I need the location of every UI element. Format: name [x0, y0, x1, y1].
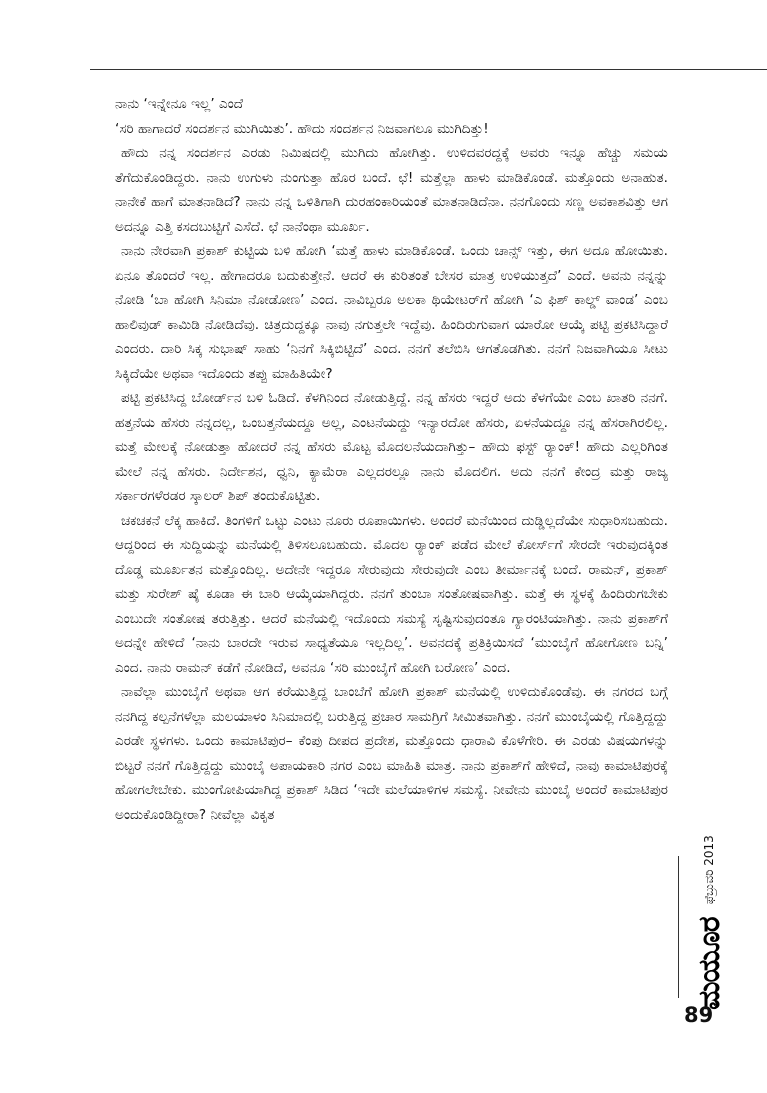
paragraph: ಹೌದು ನನ್ನ ಸಂದರ್ಶನ ಎರಡು ನಿಮಿಷದಲ್ಲಿ ಮುಗಿದು ಹೋಗಿತ್ತು. ಉಳಿದವರದ್ದಕ್ಕೆ ಅವರು ಇನ್ನೂ ಹೆಚ್ಚು ಸಮಯ ತೆಗೆದುಕೊಂಡಿದ್ದರು. ನಾನು ಉಗುಳು ನುಂಗುತ್ತಾ ಹೊರ ಬಂದೆ. ಛೆ! ಮತ್ತೆಲ್ಲಾ ಹಾಳು ಮಾಡಿಕೊಂಡೆ. ಮತ್ತೊಂದು ಅನಾಹುತ. ನಾನೇಕೆ ಹಾಗೆ ಮಾತನಾಡಿದೆ? ನಾನು ನನ್ನ ಒಳಿತಿಗಾಗಿ ದುರಹಂಕಾರಿಯಂತೆ ಮಾತನಾಡಿದೆನಾ. ನನಗೊಂದು ಸಣ್ಣ ಅವಕಾಶವಿತ್ತು ಆಗ ಅದನ್ನೂ ಎತ್ತಿ ಕಸದಬುಟ್ಟಿಗೆ ಎಸೆದೆ. ಛೆ ನಾನೆಂಥಾ ಮೂರ್ಖ. [115, 145, 668, 235]
magazine-logo: ಮಯೂರ [692, 917, 727, 1010]
magazine-side-label [692, 835, 727, 1010]
side-rule [678, 856, 679, 998]
issue-date: ಫೆಬ್ರುವರಿ 2013 [702, 835, 716, 905]
paragraph: ‘ಸರಿ ಹಾಗಾದರೆ ಸಂದರ್ಶನ ಮುಗಿಯಿತು’. ಹೌದು ಸಂದರ್ಶನ ನಿಜವಾಗಲೂ ಮುಗಿದಿತ್ತು! [115, 120, 489, 137]
page-number: 89 [684, 1003, 714, 1027]
paragraph: ನಾವೆಲ್ಲಾ ಮುಂಬೈಗೆ ಅಥವಾ ಆಗ ಕರೆಯುತ್ತಿದ್ದ ಬಾಂಬೆಗೆ ಹೋಗಿ ಪ್ರಕಾಶ್ ಮನೆಯಲ್ಲಿ ಉಳಿದುಕೊಂಡೆವು. ಈ ನಗರದ ಬಗ್ಗೆ ನನಗಿದ್ದ ಕಲ್ಪನೆಗಳೆಲ್ಲಾ ಮಲಯಾಳಂ ಸಿನಿಮಾದಲ್ಲಿ ಬರುತ್ತಿದ್ದ ಪ್ರಚಾರ ಸಾಮಗ್ರಿಗೆ ಸೀಮಿತವಾಗಿತ್ತು. ನನಗೆ ಮುಂಬೈಯಲ್ಲಿ ಗೊತ್ತಿದ್ದದ್ದು ಎರಡೇ ಸ್ಥಳಗಳು. ಒಂದು ಕಾಮಾಟಿಪುರ– ಕೆಂಪು ದೀಪದ ಪ್ರದೇಶ, ಮತ್ತೊಂದು ಧಾರಾವಿ ಕೊಳೆಗೇರಿ. ಈ ಎರಡು ವಿಷಯಗಳನ್ನು ಬಿಟ್ಟರೆ ನನಗೆ ಗೊತ್ತಿದ್ದದ್ದು ಮುಂಬೈ ಅಪಾಯಕಾರಿ ನಗರ ಎಂಬ ಮಾಹಿತಿ ಮಾತ್ರ. ನಾನು ಪ್ರಕಾಶ್‌ಗೆ ಹೇಳಿದೆ, ನಾವು ಕಾಮಾಟಿಪುರಕ್ಕೆ ಹೋಗಲೇಬೇಕು. ಮುಂಗೋಪಿಯಾಗಿದ್ದ ಪ್ರಕಾಶ್ ಸಿಡಿದ ‘ಇದೇ ಮಲೆಯಾಳಿಗಳ ಸಮಸ್ಯೆ. ನೀವೇನು ಮುಂಬೈ ಅಂದರೆ ಕಾಮಾಟಿಪುರ ಅಂದುಕೊಂಡಿದ್ದೀರಾ? ನೀವೆಲ್ಲಾ ವಿಕೃತ [115, 684, 668, 823]
paragraph: ಚಕಚಕನೆ ಲೆಕ್ಕ ಹಾಕಿದೆ. ತಿಂಗಳಿಗೆ ಒಟ್ಟು ಎಂಟು ನೂರು ರೂಪಾಯಿಗಳು. ಅಂದರೆ ಮನೆಯಿಂದ ದುಡ್ಡಿಲ್ಲದೆಯೇ ಸುಧಾರಿಸಬಹುದು. ಆದ್ದರಿಂದ ಈ ಸುದ್ದಿಯನ್ನು ಮನೆಯಲ್ಲಿ ತಿಳಿಸಲೂಬಹುದು. ಮೊದಲ ರ‍್ಯಾಂಕ್ ಪಡೆದ ಮೇಲೆ ಕೋರ್ಸ್‌ಗೆ ಸೇರದೇ ಇರುವುದಕ್ಕಿಂತ ದೊಡ್ಡ ಮೂರ್ಖತನ ಮತ್ತೊಂದಿಲ್ಲ. ಅದೇನೇ ಇದ್ದರೂ ಸೇರುವುದು ಸೇರುವುದೇ ಎಂಬ ತೀರ್ಮಾನಕ್ಕೆ ಬಂದೆ. ರಾಮನ್, ಪ್ರಕಾಶ್ ಮತ್ತು ಸುರೇಶ್ ಷೈ ಕೂಡಾ ಈ ಬಾರಿ ಆಯ್ಕೆಯಾಗಿದ್ದರು. ನನಗೆ ತುಂಬಾ ಸಂತೋಷವಾಗಿತ್ತು. ಮತ್ತೆ ಈ ಸ್ಥಳಕ್ಕೆ ಹಿಂದಿರುಗಬೇಕು ಎಂಬುದೇ ಸಂತೋಷ ತರುತ್ತಿತ್ತು. ಆದರೆ ಮನೆಯಲ್ಲಿ ಇದೊಂದು ಸಮಸ್ಯೆ ಸೃಷ್ಟಿಸುವುದಂತೂ ಗ್ಯಾರಂಟಿಯಾಗಿತ್ತು. ನಾನು ಪ್ರಕಾಶ್‌ಗೆ ಅದನ್ನೇ ಹೇಳಿದೆ ‘ನಾನು ಬಾರದೇ ಇರುವ ಸಾಧ್ಯತೆಯೂ ಇಲ್ಲದಿಲ್ಲ’. ಅವನದಕ್ಕೆ ಪ್ರತಿಕ್ರಿಯಿಸದೆ ‘ಮುಂಬೈಗೆ ಹೋಗೋಣ ಬನ್ನಿ’ ಎಂದ. ನಾನು ರಾಮನ್ ಕಡೆಗೆ ನೋಡಿದೆ, ಅವನೂ ‘ಸರಿ ಮುಂಬೈಗೆ ಹೋಗಿ ಬರೋಣ’ ಎಂದ. [115, 512, 668, 676]
paragraph: ನಾನು ‘ಇನ್ನೇನೂ ಇಲ್ಲ’ ಎಂದೆ [115, 96, 244, 112]
paragraph: ನಾನು ನೇರವಾಗಿ ಪ್ರಕಾಶ್ ಕುಟ್ಟಿಯ ಬಳಿ ಹೋಗಿ ‘ಮತ್ತೆ ಹಾಳು ಮಾಡಿಕೊಂಡೆ. ಒಂದು ಚಾನ್ಸ್ ಇತ್ತು, ಈಗ ಅದೂ ಹೋಯಿತು. ಏನೂ ತೊಂದರೆ ಇಲ್ಲ. ಹೇಗಾದರೂ ಬದುಕುತ್ತೇನೆ. ಆದರೆ ಈ ಕುರಿತಂತೆ ಬೇಸರ ಮಾತ್ರ ಉಳಿಯುತ್ತದೆ’ ಎಂದೆ. ಅವನು ನನ್ನನ್ನು ನೋಡಿ ‘ಬಾ ಹೋಗಿ ಸಿನಿಮಾ ನೋಡೋಣ’ ಎಂದ. ನಾವಿಬ್ಬರೂ ಅಲಕಾ ಥಿಯೇಟರ್‌ಗೆ ಹೋಗಿ ‘ಎ ಫಿಶ್ ಕಾಲ್ಡ್ ವಾಂಡ’ ಎಂಬ ಹಾಲಿವುಡ್ ಕಾಮಿಡಿ ನೋಡಿದೆವು. ಚಿತ್ರದುದ್ದಕ್ಕೂ ನಾವು ನಗುತ್ತಲೇ ಇದ್ದೆವು. ಹಿಂದಿರುಗುವಾಗ ಯಾರೋ ಆಯ್ಕೆ ಪಟ್ಟಿ ಪ್ರಕಟಿಸಿದ್ದಾರೆ ಎಂದರು. ದಾರಿ ಸಿಕ್ಕ ಸುಭಾಷ್ ಸಾಹು ‘ನಿನಗೆ ಸಿಕ್ಕಿಬಿಟ್ಟಿದೆ’ ಎಂದ. ನನಗೆ ತಲೆಬಿಸಿ ಆಗತೊಡಗಿತು. ನನಗೆ ನಿಜವಾಗಿಯೂ ಸೀಟು ಸಿಕ್ಕಿದೆಯೇ ಅಥವಾ ಇದೊಂದು ತಪ್ಪು ಮಾಹಿತಿಯೇ? [115, 243, 668, 382]
header-rule [90, 69, 767, 70]
article-body [115, 92, 668, 827]
paragraph: ಪಟ್ಟಿ ಪ್ರಕಟಿಸಿದ್ದ ಬೋರ್ಡ್‌ನ ಬಳಿ ಓಡಿದೆ. ಕೆಳಗಿನಿಂದ ನೋಡುತ್ತಿದ್ದೆ. ನನ್ನ ಹೆಸರು ಇದ್ದರೆ ಅದು ಕೆಳಗೆಯೇ ಎಂಬ ಖಾತರಿ ನನಗೆ. ಹತ್ತನೆಯ ಹೆಸರು ನನ್ನದಲ್ಲ, ಒಂಬತ್ತನೆಯದ್ದೂ ಅಲ್ಲ, ಎಂಟನೆಯದ್ದು ಇನ್ಯಾರದೋ ಹೆಸರು, ಏಳನೆಯದ್ದೂ ನನ್ನ ಹೆಸರಾಗಿರಲಿಲ್ಲ. ಮತ್ತೆ ಮೇಲಕ್ಕೆ ನೋಡುತ್ತಾ ಹೋದರೆ ನನ್ನ ಹೆಸರು ಮೊಟ್ಟ ಮೊದಲನೆಯದಾಗಿತ್ತು– ಹೌದು ಫಸ್ಟ್ ರ‍್ಯಾಂಕ್! ಹೌದು ಎಲ್ಲರಿಗಿಂತ ಮೇಲೆ ನನ್ನ ಹೆಸರು. ನಿರ್ದೇಶನ, ಧ್ವನಿ, ಕ್ಯಾಮೆರಾ ಎಲ್ಲದರಲ್ಲೂ ನಾನು ಮೊದಲಿಗ. ಅದು ನನಗೆ ಕೇಂದ್ರ ಮತ್ತು ರಾಜ್ಯ ಸರ್ಕಾರಗಳೆರಡರ ಸ್ಕಾಲರ್ ಶಿಪ್ ತಂದುಕೊಟ್ಟಿತು. [115, 390, 668, 504]
